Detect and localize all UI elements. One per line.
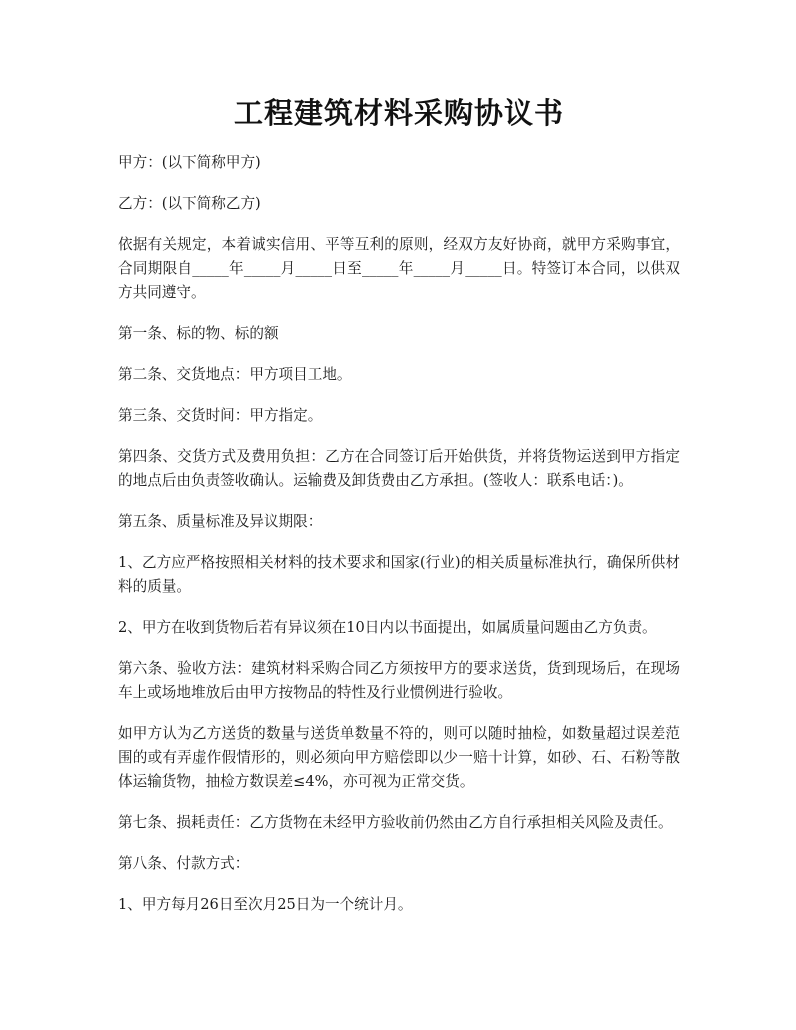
article-6-continuation: 如甲方认为乙方送货的数量与送货单数量不符的，则可以随时抽检，如数量超过误差范围的或有弄虚作假情形的，则必须向甲方赔偿即以少一赔十计算，如砂、石、石粉等散体运输货物，抽检方数误差≤4%，亦可视为正常交货。 [118, 725, 680, 790]
article-1-heading: 第一条、标的物、标的额 [118, 325, 279, 342]
article-5-clause-2: 2、甲方在收到货物后若有异议须在10日内以书面提出，如属质量问题由乙方负责。 [118, 619, 657, 636]
article-3-paragraph: 第三条、交货时间：甲方指定。 [118, 407, 323, 424]
party-b-line: 乙方：(以下简称乙方) [118, 195, 261, 212]
article-8-heading: 第八条、付款方式： [118, 855, 250, 872]
article-5-heading: 第五条、质量标准及异议期限： [118, 513, 323, 530]
party-a-line: 甲方：(以下简称甲方) [118, 154, 261, 171]
article-6-paragraph: 第六条、验收方法：建筑材料采购合同乙方须按甲方的要求送货，货到现场后，在现场车上或场地堆放后由甲方按物品的特性及行业惯例进行验收。 [118, 660, 680, 701]
article-5-clause-1: 1、乙方应严格按照相关材料的技术要求和国家(行业)的相关质量标准执行，确保所供材料的质量。 [118, 554, 680, 595]
document-title: 工程建筑材料采购协议书 [233, 96, 564, 130]
article-2-paragraph: 第二条、交货地点：甲方项目工地。 [118, 366, 352, 383]
article-7-paragraph: 第七条、损耗责任：乙方货物在未经甲方验收前仍然由乙方自行承担相关风险及责任。 [118, 814, 673, 831]
preamble-paragraph: 依据有关规定，本着诚实信用、平等互利的原则，经双方友好协商，就甲方采购事宜，合同期限自_____年_____月_____日至_____年_____月_____日。特签订本合同，以供双方共同遵守。 [118, 236, 680, 301]
article-8-clause-1: 1、甲方每月26日至次月25日为一个统计月。 [118, 896, 413, 913]
article-4-paragraph: 第四条、交货方式及费用负担：乙方在合同签订后开始供货，并将货物运送到甲方指定的地点后由负责签收确认。运输费及卸货费由乙方承担。(签收人：联系电话：)。 [118, 448, 680, 489]
